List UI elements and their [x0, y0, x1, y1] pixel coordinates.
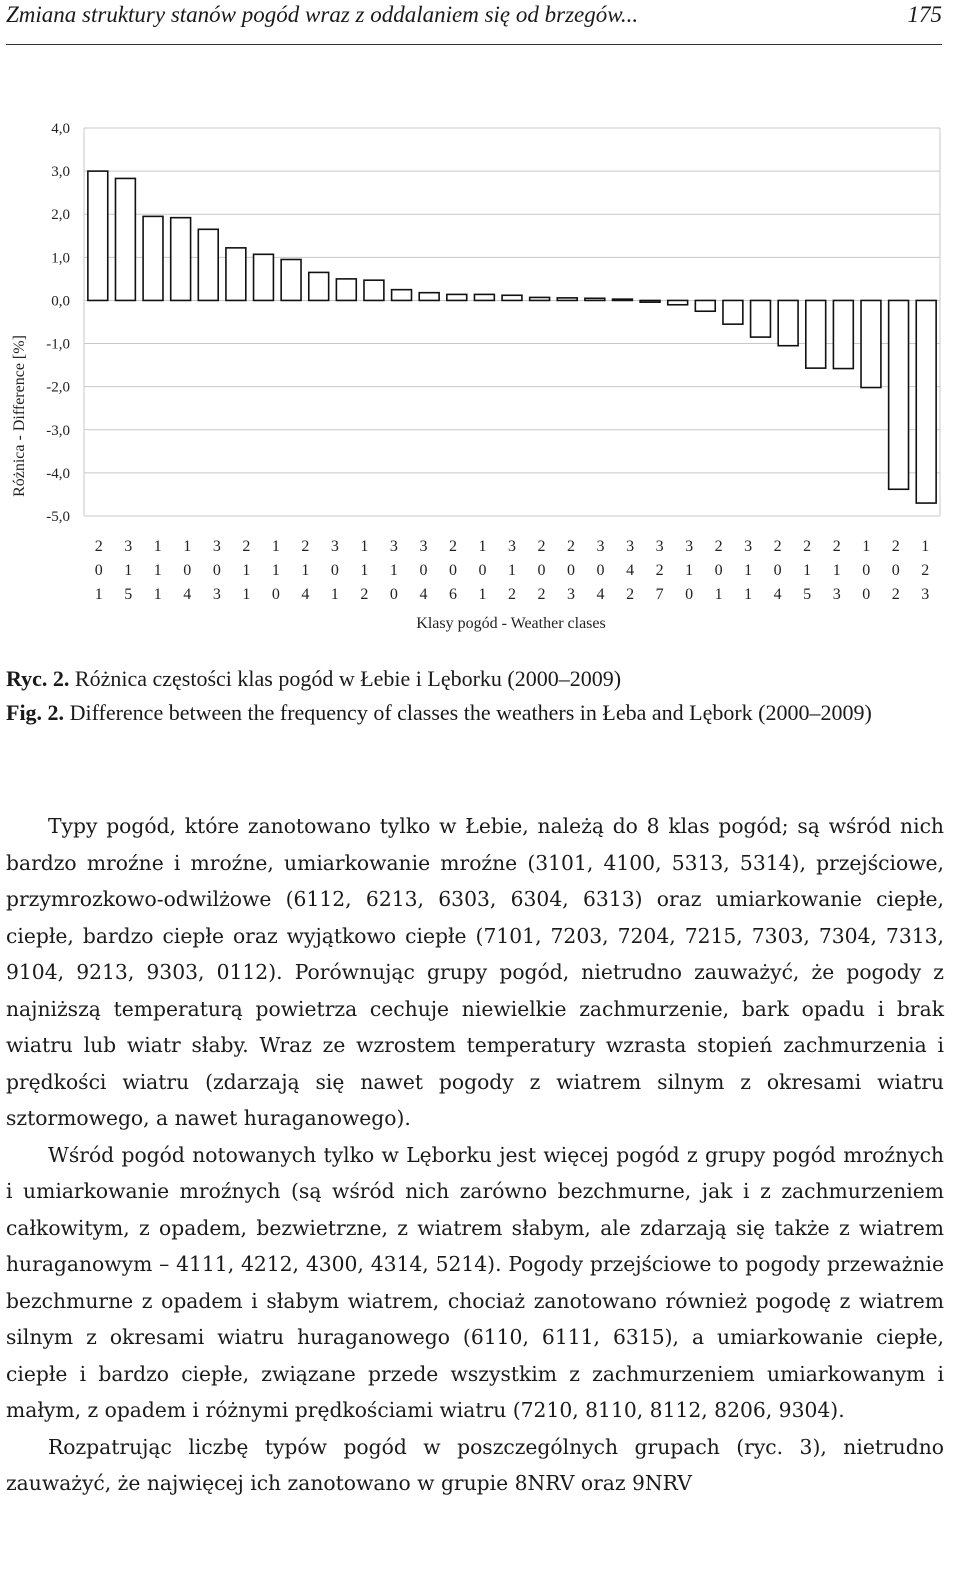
bar [585, 298, 605, 300]
x-tick-label: 3 0 4 [419, 538, 428, 603]
chart-bars [88, 171, 936, 503]
y-tick-label: -5,0 [46, 509, 70, 525]
bar [143, 216, 163, 300]
paragraph-2: Wśród pogód notowanych tylko w Lęborku jest więcej pogód z grupy pogód mroźnych i umiarkowanie mroźnych (są wśród nich zarówno bezchmurne, jak i z zachmurzeniem całkowitym, z opadem, bezwietrzne, z wiatrem słabym, ale zdarzają się także z wiatrem huraganowym – 4111, 4212, 4300, 4314, 5214). Pogody przejściowe to pogody przeważnie bezchmurne z opadem i słabym wiatrem, chociaż zanotowano również pogodę z wiatrem silnym z okresami wiatru huraganowego (6110, 6111, 6315), a umiarkowanie ciepłe, ciepłe i bardzo ciepłe, związane przede wszystkim z zachmurzeniem umiarkowanym i małym, z opadem i różnymi prędkościami wiatru (7210, 8110, 8112, 8206, 9304). [6, 1142, 944, 1422]
bar [861, 300, 881, 387]
bar [778, 300, 798, 345]
x-tick-label: 3 0 3 [212, 538, 221, 603]
x-tick-label: 3 2 7 [655, 538, 664, 603]
figure-caption [6, 662, 946, 730]
x-tick-label: 3 0 4 [596, 538, 605, 603]
x-tick-label: 2 0 4 [773, 538, 782, 603]
x-tick-label: 2 0 3 [567, 538, 576, 603]
y-tick-label: 1,0 [51, 250, 70, 267]
bar [751, 300, 771, 337]
x-tick-label: 2 1 1 [242, 538, 251, 603]
y-axis-label: Różnica - Difference [%] [11, 335, 28, 497]
caption-pl-label: Ryc. 2. [6, 666, 70, 691]
y-tick-label: -4,0 [46, 465, 70, 482]
x-tick-label: 2 0 1 [94, 538, 103, 603]
x-tick-label: 1 2 3 [921, 538, 930, 603]
bar [198, 229, 218, 300]
caption-polish [6, 662, 946, 696]
y-tick-label: -1,0 [46, 336, 70, 353]
bar [88, 171, 108, 300]
bar [309, 272, 329, 300]
bar [668, 300, 688, 304]
bar [364, 280, 384, 300]
bar [530, 297, 550, 300]
y-tick-label: 2,0 [51, 207, 70, 224]
y-tick-label: 3,0 [51, 164, 70, 181]
x-tick-label: 1 1 1 [153, 538, 162, 603]
x-tick-label: 3 0 1 [330, 538, 339, 603]
x-tick-label: 1 0 0 [862, 538, 871, 603]
bar [336, 279, 356, 301]
bar [889, 300, 909, 489]
y-tick-label: -3,0 [46, 422, 70, 439]
bar [502, 295, 522, 300]
x-tick-labels [95, 538, 929, 603]
x-tick-label: 3 1 2 [508, 538, 516, 603]
running-header [6, 0, 942, 45]
x-tick-label: 1 1 0 [271, 538, 280, 603]
bar [447, 294, 467, 300]
running-title: Zmiana struktury stanów pogód wraz z oddalaniem się od brzegów... [6, 2, 639, 27]
x-tick-label: 2 0 2 [891, 538, 900, 603]
x-tick-label: 3 1 1 [744, 538, 753, 603]
x-tick-label: 2 0 2 [537, 538, 546, 603]
y-tick-label: 0,0 [51, 293, 70, 310]
bar-chart [0, 110, 960, 640]
x-tick-label: 3 1 5 [124, 538, 133, 603]
x-tick-label: 2 1 5 [803, 538, 812, 603]
bar [115, 178, 135, 300]
x-tick-label: 2 1 3 [832, 538, 841, 603]
bar [723, 300, 743, 324]
x-tick-label: 1 1 2 [360, 538, 369, 603]
bar [640, 300, 660, 302]
bar [613, 299, 633, 300]
x-axis-label: Klasy pogód - Weather clases [416, 615, 606, 632]
x-tick-label: 3 4 2 [626, 538, 635, 603]
x-tick-label: 3 1 0 [685, 538, 694, 603]
x-tick-label: 3 1 0 [389, 538, 398, 603]
page-number: 175 [907, 2, 942, 27]
bar [916, 300, 936, 503]
bar [557, 298, 577, 301]
bar [695, 300, 715, 311]
x-tick-label: 1 0 4 [183, 538, 192, 603]
bar [474, 294, 494, 300]
bar [171, 218, 191, 301]
bar [226, 248, 246, 301]
bar [419, 293, 439, 301]
paragraph-3: Rozpatrując liczbę typów pogód w poszczególnych grupach (ryc. 3), nietrudno zauważyć, że najwięcej ich zanotowano w grupie 8NRV oraz 9NRV [6, 1434, 944, 1495]
caption-pl-text: Różnica częstości klas pogód w Łebie i Lęborku (2000–2009) [74, 666, 622, 691]
x-tick-label: 2 0 1 [714, 538, 723, 603]
bar [806, 300, 826, 368]
x-tick-label: 1 0 1 [478, 538, 487, 603]
caption-en-text: Difference between the frequency of classes the weathers in Łeba and Lębork (2000–2009) [69, 700, 872, 725]
bar [833, 300, 853, 368]
y-tick-label: -2,0 [46, 379, 70, 396]
caption-english [6, 696, 946, 730]
x-tick-label: 2 1 4 [301, 538, 310, 603]
y-tick-labels [46, 121, 70, 525]
bar [392, 290, 412, 301]
body-text [6, 808, 944, 1502]
x-tick-label: 2 0 6 [448, 538, 457, 603]
y-tick-label: 4,0 [51, 121, 70, 137]
bar [281, 259, 301, 300]
paragraph-1: Typy pogód, które zanotowano tylko w Łebie, należą do 8 klas pogód; są wśród nich bardzo mroźne i mroźne, umiarkowanie mroźne (3101, 4100, 5313, 5314), przejściowe, przymrozkowo-odwilżowe (6112, 6213, 6303, 6304, 6313) oraz umiarkowanie ciepłe, ciepłe, bardzo ciepłe oraz wyjątkowo ciepłe (7101, 7203, 7204, 7215, 7303, 7304, 7313, 9104, 9213, 9303, 0112). Porównując grupy pogód, nietrudno zauważyć, że pogody z najniższą temperaturą powietrza cechuje niewielkie zachmurzenie, bark opadu i brak wiatru lub wiatr słaby. Wraz ze wzrostem temperatury wzrasta stopień zachmurzenia i prędkości wiatru (zdarzają się nawet pogody z wiatrem silnym z okresami wiatru sztormowego, a nawet huraganowego). [6, 814, 944, 1130]
caption-en-label: Fig. 2. [6, 700, 65, 725]
bar [254, 254, 274, 300]
